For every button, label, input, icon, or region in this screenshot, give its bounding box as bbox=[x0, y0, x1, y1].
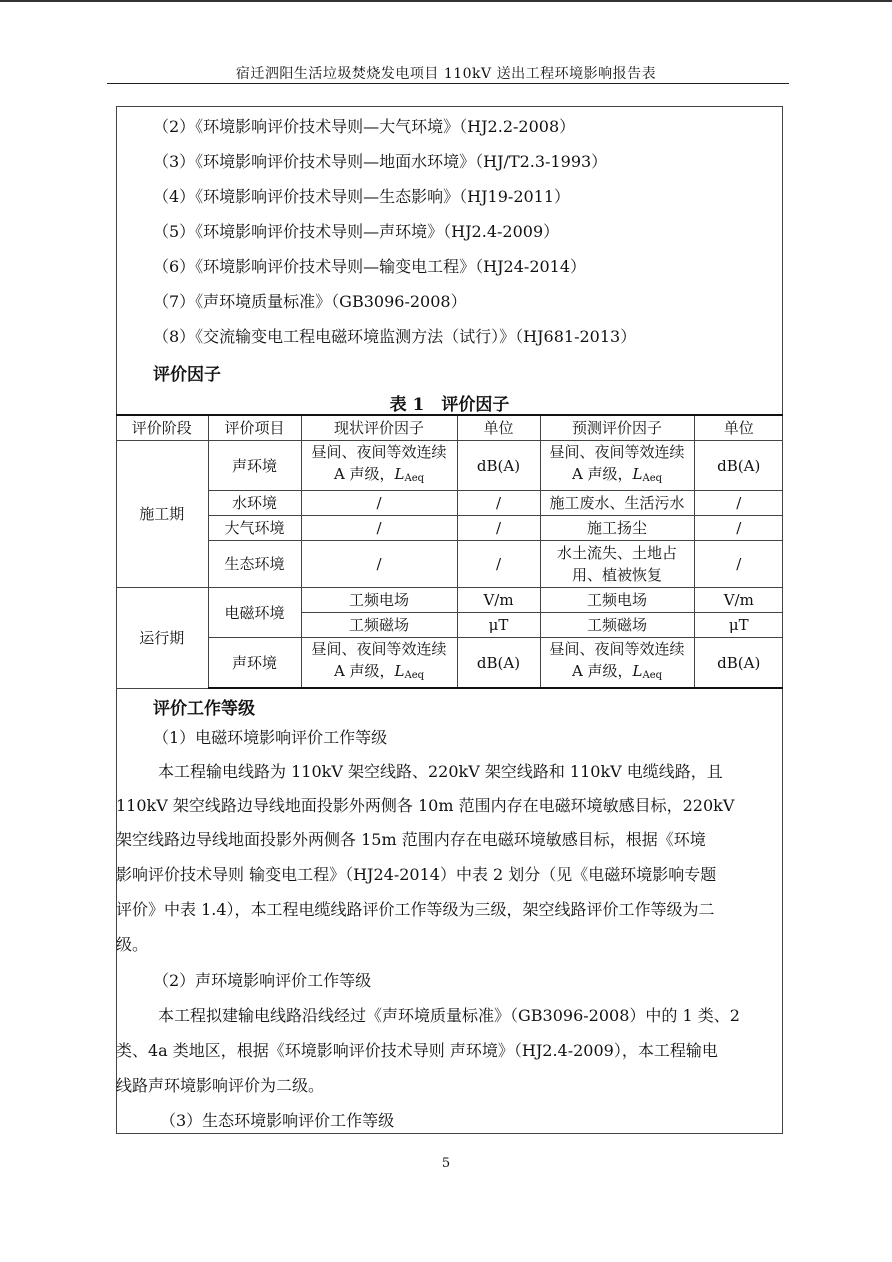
unit-cell: μT bbox=[694, 613, 783, 638]
table-header-row bbox=[116, 415, 783, 441]
paragraph-line: 影响评价技术导则 输变电工程》（HJ24-2014）中表 2 划分（见《电磁环境影响专题 bbox=[116, 865, 717, 884]
header-cell: 现状评价因子 bbox=[301, 415, 457, 441]
laeq-subscript: Aeq bbox=[642, 473, 663, 484]
laeq-text: A 声级， bbox=[333, 465, 395, 483]
item-cell: 声环境 bbox=[208, 638, 301, 689]
running-header: 宿迁泗阳生活垃圾焚烧发电项目 110kV 送出工程环境影响报告表 bbox=[235, 66, 657, 82]
section-heading-level: 评价工作等级 bbox=[153, 699, 255, 719]
reference-item: （6）《环境影响评价技术导则—输变电工程》（HJ24-2014） bbox=[153, 257, 587, 276]
reference-item: （4）《环境影响评价技术导则—生态影响》（HJ19-2011） bbox=[153, 187, 571, 206]
unit-cell: / bbox=[694, 491, 783, 516]
stage-cell: 施工期 bbox=[116, 441, 208, 588]
unit-cell: dB(A) bbox=[694, 441, 783, 491]
item-cell: 声环境 bbox=[208, 441, 301, 491]
laeq-text: 昼间、夜间等效连续 bbox=[549, 640, 685, 658]
paragraph-line: 110kV 架空线路边导线地面投影外两侧各 10m 范围内存在电磁环境敏感目标，220kV bbox=[116, 796, 735, 815]
laeq-symbol: L bbox=[632, 465, 643, 483]
current-factor-cell: / bbox=[301, 491, 457, 516]
factor-text: 用、植被恢复 bbox=[571, 566, 662, 584]
table-row bbox=[116, 588, 783, 613]
predicted-factor-cell: 工频磁场 bbox=[540, 613, 694, 638]
page-number: 5 bbox=[441, 1156, 451, 1171]
table-row bbox=[116, 441, 783, 491]
header-cell: 评价阶段 bbox=[116, 415, 208, 441]
table-title: 表 1 评价因子 bbox=[389, 395, 510, 415]
paragraph-line: 线路声环境影响评价为二级。 bbox=[116, 1076, 325, 1095]
table-row bbox=[116, 516, 783, 541]
item-cell: 电磁环境 bbox=[208, 588, 301, 638]
laeq-subscript: Aeq bbox=[642, 670, 663, 681]
predicted-factor-cell: 工频电场 bbox=[540, 588, 694, 613]
top-edge-rule bbox=[0, 0, 892, 2]
laeq-text: 昼间、夜间等效连续 bbox=[311, 443, 447, 461]
evaluation-factors-table bbox=[116, 414, 783, 689]
predicted-factor-cell bbox=[540, 441, 694, 491]
header-cell: 预测评价因子 bbox=[540, 415, 694, 441]
unit-cell: V/m bbox=[457, 588, 540, 613]
table-row bbox=[116, 491, 783, 516]
current-factor-cell: 工频电场 bbox=[301, 588, 457, 613]
predicted-factor-cell: 施工扬尘 bbox=[540, 516, 694, 541]
paragraph-line: 类、4a 类地区，根据《环境影响评价技术导则 声环境》（HJ2.4-2009），本工程输电 bbox=[116, 1041, 718, 1060]
reference-item: （3）《环境影响评价技术导则—地面水环境》（HJ/T2.3-1993） bbox=[153, 152, 608, 171]
laeq-text: A 声级， bbox=[571, 465, 633, 483]
header-cell: 单位 bbox=[457, 415, 540, 441]
reference-item: （5）《环境影响评价技术导则—声环境》（HJ2.4-2009） bbox=[153, 222, 560, 241]
laeq-subscript: Aeq bbox=[404, 670, 425, 681]
unit-cell: V/m bbox=[694, 588, 783, 613]
table-row bbox=[116, 638, 783, 689]
item-cell: 生态环境 bbox=[208, 541, 301, 588]
header-cell: 单位 bbox=[694, 415, 783, 441]
unit-cell: dB(A) bbox=[457, 638, 540, 689]
laeq-subscript: Aeq bbox=[404, 473, 425, 484]
em-level-title: （1）电磁环境影响评价工作等级 bbox=[153, 728, 388, 747]
unit-cell: dB(A) bbox=[457, 441, 540, 491]
factor-text: 水土流失、土地占 bbox=[556, 544, 677, 562]
unit-cell: / bbox=[457, 491, 540, 516]
laeq-symbol: L bbox=[632, 662, 643, 680]
reference-item: （2）《环境影响评价技术导则—大气环境》（HJ2.2-2008） bbox=[153, 117, 576, 136]
current-factor-cell bbox=[301, 638, 457, 689]
paragraph-line: 级。 bbox=[116, 935, 149, 954]
current-factor-cell: / bbox=[301, 541, 457, 588]
item-cell: 大气环境 bbox=[208, 516, 301, 541]
laeq-text: 昼间、夜间等效连续 bbox=[311, 640, 447, 658]
header-rule bbox=[107, 83, 789, 84]
paragraph-line: 本工程拟建输电线路沿线经过《声环境质量标准》（GB3096-2008）中的 1 类、2 bbox=[158, 1006, 740, 1025]
paragraph-line: 评价》中表 1.4），本工程电缆线路评价工作等级为三级，架空线路评价工作等级为二 bbox=[116, 900, 715, 919]
reference-item: （7）《声环境质量标准》（GB3096-2008） bbox=[153, 292, 467, 311]
unit-cell: / bbox=[694, 516, 783, 541]
item-cell: 水环境 bbox=[208, 491, 301, 516]
noise-level-title: （2）声环境影响评价工作等级 bbox=[153, 971, 372, 990]
laeq-symbol: L bbox=[394, 465, 405, 483]
laeq-text: A 声级， bbox=[571, 662, 633, 680]
laeq-text: A 声级， bbox=[333, 662, 395, 680]
unit-cell: dB(A) bbox=[694, 638, 783, 689]
predicted-factor-cell bbox=[540, 541, 694, 588]
unit-cell: / bbox=[694, 541, 783, 588]
unit-cell: / bbox=[457, 516, 540, 541]
eco-level-title: （3）生态环境影响评价工作等级 bbox=[160, 1111, 395, 1130]
unit-cell: / bbox=[457, 541, 540, 588]
laeq-symbol: L bbox=[394, 662, 405, 680]
stage-cell: 运行期 bbox=[116, 588, 208, 689]
predicted-factor-cell bbox=[540, 638, 694, 689]
table-row bbox=[116, 541, 783, 588]
current-factor-cell: / bbox=[301, 516, 457, 541]
reference-item: （8）《交流输变电工程电磁环境监测方法（试行）》（HJ681-2013） bbox=[153, 327, 637, 346]
current-factor-cell bbox=[301, 441, 457, 491]
predicted-factor-cell: 施工废水、生活污水 bbox=[540, 491, 694, 516]
section-heading-factors: 评价因子 bbox=[153, 365, 221, 385]
header-cell: 评价项目 bbox=[208, 415, 301, 441]
unit-cell: μT bbox=[457, 613, 540, 638]
paragraph-line: 架空线路边导线地面投影外两侧各 15m 范围内存在电磁环境敏感目标，根据《环境 bbox=[116, 830, 706, 849]
current-factor-cell: 工频磁场 bbox=[301, 613, 457, 638]
paragraph-line: 本工程输电线路为 110kV 架空线路、220kV 架空线路和 110kV 电缆线路，且 bbox=[158, 762, 723, 781]
laeq-text: 昼间、夜间等效连续 bbox=[549, 443, 685, 461]
